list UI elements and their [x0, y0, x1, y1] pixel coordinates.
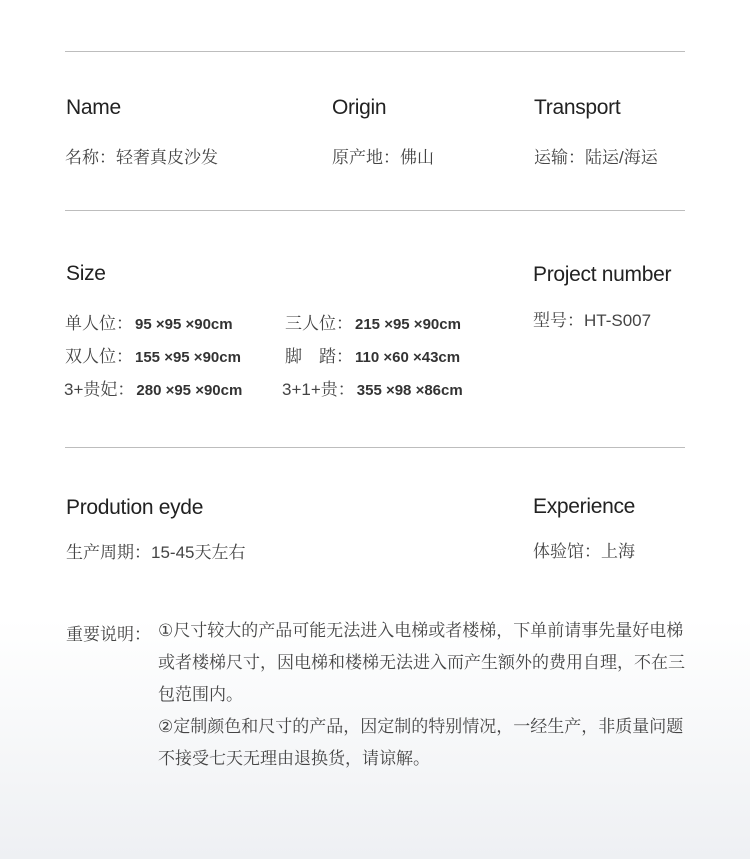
size-label: 双人位： [65, 347, 133, 366]
size-dims: 215 ×95 ×90cm [355, 316, 461, 333]
name-value: 名称：轻奢真皮沙发 [65, 148, 218, 167]
experience-value: 体验馆：上海 [533, 542, 635, 561]
size-label: 3+贵妃： [64, 380, 135, 399]
size-item-footstool [285, 342, 460, 367]
size-label: 脚 踏： [285, 347, 353, 366]
divider-1 [65, 210, 685, 211]
size-item-single [65, 309, 233, 334]
divider-2 [65, 447, 685, 448]
size-item-chaise [64, 375, 242, 400]
size-dims: 355 ×98 ×86cm [356, 382, 463, 399]
size-item-combo [282, 375, 463, 400]
project-value: 型号：HT-S007 [533, 311, 652, 330]
size-item-three [285, 309, 461, 334]
transport-heading: Transport [534, 96, 621, 119]
divider-top [65, 51, 685, 52]
name-heading: Name [66, 96, 121, 119]
origin-heading: Origin [332, 96, 387, 119]
production-value: 生产周期：15-45天左右 [66, 543, 246, 562]
size-label: 3+1+贵： [282, 380, 355, 399]
note-item: ①尺寸较大的产品可能无法进入电梯或者楼梯，下单前请事先量好电梯或者楼梯尺寸，因电梯和楼梯无法进入而产生额外的费用自理，不在三包范围内。 [158, 621, 685, 704]
size-dims: 95 ×95 ×90cm [135, 316, 233, 333]
size-dims: 280 ×95 ×90cm [136, 382, 243, 399]
project-heading: Project number [533, 263, 672, 286]
experience-heading: Experience [533, 495, 636, 518]
notes-list [158, 615, 688, 775]
size-label: 单人位： [65, 314, 133, 333]
notes-label: 重要说明： [66, 625, 151, 644]
origin-value: 原产地：佛山 [332, 148, 434, 167]
size-dims: 155 ×95 ×90cm [135, 349, 241, 366]
size-label: 三人位： [285, 314, 353, 333]
size-heading: Size [66, 262, 106, 285]
size-item-double [65, 342, 241, 367]
size-dims: 110 ×60 ×43cm [355, 349, 461, 366]
transport-value: 运输：陆运/海运 [534, 148, 658, 167]
production-heading: Prodution eyde [66, 496, 204, 519]
note-item: ②定制颜色和尺寸的产品，因定制的特别情况，一经生产，非质量问题不接受七天无理由退换货，请谅解。 [158, 717, 684, 768]
